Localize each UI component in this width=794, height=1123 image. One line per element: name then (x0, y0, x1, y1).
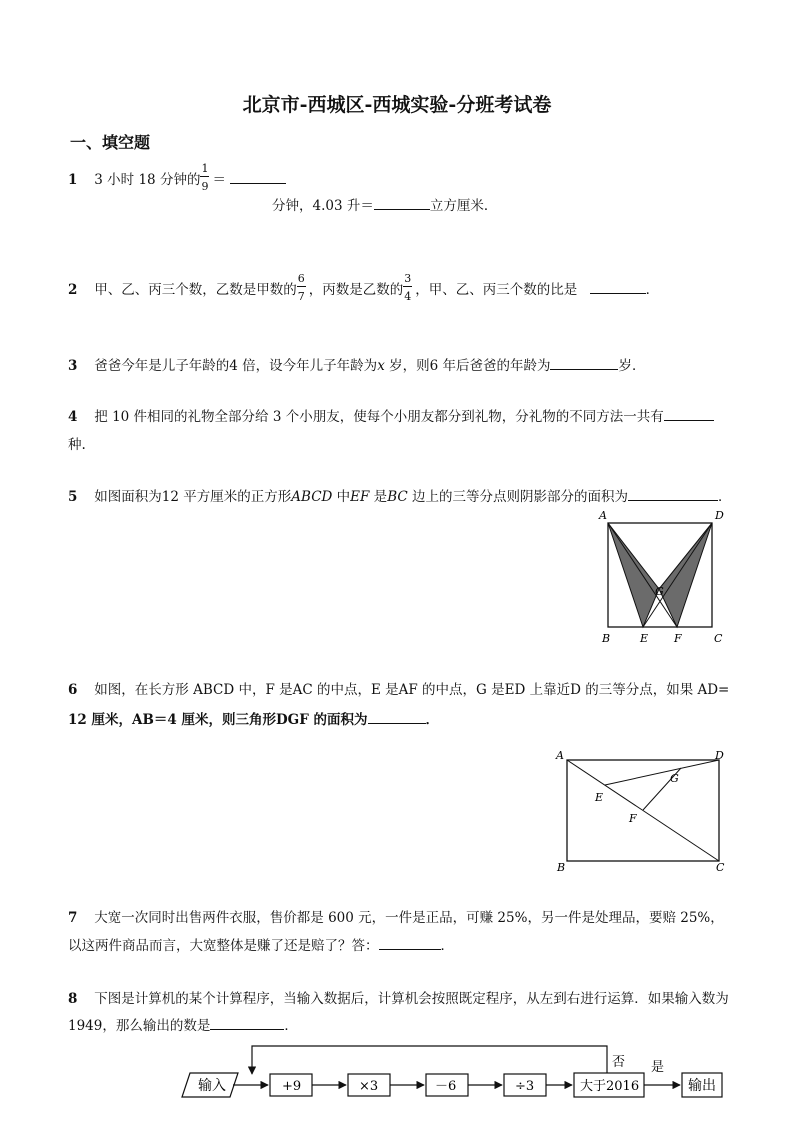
answer-blank[interactable] (628, 488, 718, 501)
question-text: 3 小时 18 分钟的 (94, 172, 201, 188)
question-text: 爸爸今年是儿子年龄的4 倍，设今年儿子年龄为 (94, 358, 378, 374)
question-number: 4 (68, 409, 78, 425)
question-5 (68, 485, 732, 505)
answer-blank[interactable] (230, 171, 286, 184)
section-heading: 一、填空题 (70, 133, 151, 152)
label-a: A (599, 509, 607, 522)
question-text: ． (284, 1018, 298, 1034)
label-e: E (640, 632, 649, 645)
flowchart (178, 1040, 738, 1110)
variable: x (377, 358, 385, 374)
square-figure (595, 505, 730, 650)
question-7 (68, 906, 724, 926)
question-text: ． (645, 282, 660, 298)
output-label: 输出 (688, 1078, 716, 1094)
answer-blank[interactable] (210, 1017, 284, 1030)
step-multiply-3-label: ×3 (359, 1079, 379, 1094)
condition-label: 大于2016 (580, 1079, 640, 1094)
label-a: A (556, 749, 564, 762)
question-text: 立方厘米． (429, 198, 498, 214)
fraction (297, 272, 309, 303)
question-number: 5 (68, 489, 78, 505)
question-text: ＝ (212, 172, 226, 188)
question-text: 分钟，4.03 升＝ (272, 198, 374, 214)
label-d: D (715, 749, 724, 762)
fraction-denominator: 4 (404, 290, 412, 303)
math-label: BC (387, 489, 408, 505)
branch-yes-label: 是 (651, 1060, 665, 1075)
question-text: ． (440, 938, 454, 954)
fraction-denominator: 7 (297, 290, 305, 303)
answer-blank[interactable] (664, 408, 714, 421)
question-text: ，甲、乙、丙三个数的比是 (415, 282, 578, 298)
step-subtract-6-label: －6 (435, 1079, 457, 1094)
question-number: 7 (68, 910, 78, 926)
label-b: B (557, 861, 566, 874)
question-number: 6 (68, 682, 78, 698)
label-f: F (674, 632, 682, 645)
fraction (403, 272, 415, 303)
question-text: 边上的三等分点则阴影部分的面积为 (407, 489, 628, 505)
math-label: ABCD (291, 489, 333, 505)
question-text: 把 10 件相同的礼物全部分给 3 个小朋友，使每个小朋友都分到礼物，分礼物的不同方法一共有 (94, 409, 664, 425)
question-4 (68, 405, 714, 425)
question-text: 中 (332, 489, 351, 505)
branch-no-label: 否 (612, 1055, 626, 1070)
question-1-cont (272, 194, 497, 214)
question-text: 岁． (618, 358, 646, 374)
fraction (200, 162, 212, 193)
label-f: F (629, 812, 637, 825)
question-1 (68, 162, 286, 193)
question-3 (68, 354, 645, 374)
question-number: 3 (68, 358, 78, 374)
question-text: 如图面积为12 平方厘米的正方形 (94, 489, 292, 505)
question-text: 岁，则6 年后爸爸的年龄为 (384, 358, 551, 374)
question-8 (68, 987, 729, 1007)
question-number: 8 (68, 991, 78, 1007)
math-label: EF (350, 489, 370, 505)
question-text: 是 (369, 489, 388, 505)
rectangle-figure (552, 745, 732, 875)
question-text: 大宽一次同时出售两件衣服，售价都是 600 元，一件是正品，可赚 25%，另一件是处理品，要赔 25%， (94, 910, 724, 926)
label-c: C (714, 632, 723, 645)
label-e: E (595, 791, 604, 804)
label-d: D (715, 509, 724, 522)
answer-blank[interactable] (374, 197, 430, 210)
question-text: ． (718, 489, 732, 505)
question-number: 2 (68, 282, 78, 298)
question-8-cont (68, 1014, 298, 1034)
question-6 (68, 678, 729, 698)
label-b: B (602, 632, 611, 645)
answer-blank[interactable] (550, 357, 618, 370)
question-6-cont (68, 708, 439, 728)
answer-blank[interactable] (590, 281, 646, 294)
step-add-9-label: +9 (282, 1079, 302, 1094)
question-text: ． (425, 712, 439, 728)
question-number: 1 (68, 172, 78, 188)
fraction-numerator: 3 (404, 272, 412, 285)
fraction-denominator: 9 (201, 180, 209, 193)
answer-blank[interactable] (368, 711, 426, 724)
question-text: ，丙数是乙数的 (308, 282, 404, 298)
page-title: 北京市-西城区-西城实验-分班考试卷 (242, 94, 552, 116)
fraction-numerator: 1 (201, 162, 209, 175)
question-7-cont (68, 934, 454, 954)
question-text: 以这两件商品而言，大宽整体是赚了还是赔了？答： (68, 938, 379, 954)
question-text: 1949，那么输出的数是 (68, 1018, 211, 1034)
fraction-numerator: 6 (297, 272, 305, 285)
shaded-region-left (608, 523, 659, 627)
label-g: G (670, 772, 679, 785)
square-outline (608, 523, 712, 627)
step-divide-3-label: ÷3 (515, 1079, 535, 1094)
question-text: 甲、乙、丙三个数，乙数是甲数的 (94, 282, 297, 298)
answer-blank[interactable] (379, 937, 441, 950)
question-text: 下图是计算机的某个计算程序，当输入数据后，计算机会按照既定程序，从左到右进行运算．如果输入数为 (94, 991, 729, 1007)
question-4-cont: 种. (68, 437, 86, 453)
question-text: 12 厘米，AB＝4 厘米，则三角形DGF 的面积为 (68, 712, 368, 728)
input-label: 输入 (198, 1078, 226, 1094)
label-c: C (716, 861, 725, 874)
question-2 (68, 272, 660, 303)
question-text: 如图，在长方形 ABCD 中，F 是AC 的中点，E 是AF 的中点，G 是ED 上靠近D 的三等分点，如果 AD= (94, 682, 730, 698)
label-g: G (655, 585, 664, 598)
